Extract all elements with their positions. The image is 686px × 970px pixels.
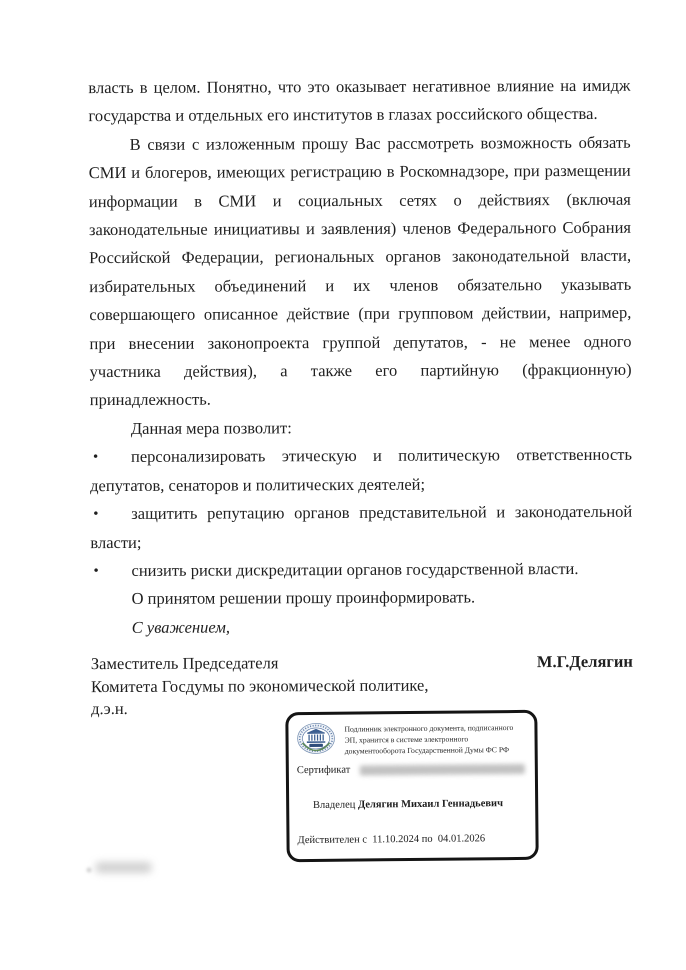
footer-redacted-dot: [87, 868, 91, 872]
bullet-item: [90, 441, 632, 500]
bullet-text: персонализировать этическую и политическую ответственность депутатов, сенаторов и политических деятелей;: [90, 445, 633, 495]
signer-position-line2: Комитета Госдумы по экономической политике,: [90, 675, 429, 696]
bullet-item: [90, 555, 632, 586]
signer-position-line1: Заместитель Председателя: [90, 653, 279, 674]
paragraph-request: В связи с изложенным прошу Вас рассмотреть возможность обязать СМИ и блогеров, имеющих регистрацию в Роскомнадзоре, при размещении информации в СМИ и социальных сетях о действиях (включая законодательные инициативы и заявления) членов Федерального Собрания Российской Федерации, региональных органов законодательной власти, избирательных объединений и их членов обязательно указывать совершающего описанное действие (при групповом действии, например, при внесении законопроекта группой депутатов, - не менее одного участника действия), а также его партийную (фракционную) принадлежность.: [88, 132, 632, 410]
validity-row: Действителен с 11.10.2024 по 04.01.2026: [297, 833, 486, 847]
stamp-top-row: [296, 720, 524, 757]
footer-redacted-mark: [95, 862, 152, 873]
certificate-number-redacted: [360, 764, 525, 776]
owner-label: Владелец: [312, 799, 356, 811]
closing-salutation: С уважением,: [131, 617, 230, 637]
paragraph-lead-in: Данная мера позволит:: [130, 418, 292, 438]
signer-position-line3: д.э.н.: [91, 699, 128, 719]
bullet-icon: •: [93, 562, 99, 580]
bullet-item: [90, 498, 632, 557]
owner-name: Делягин Михаил Геннадьевич: [357, 798, 504, 811]
bullet-text: защитить репутацию органов представительной и законодательной власти;: [90, 501, 633, 552]
stamp-header-text: Подлинник электронного документа, подписанного ЭП, хранится в системе электронного документооборота Государственной Думы ФС РФ: [344, 723, 514, 756]
digital-signature-stamp: [285, 710, 538, 862]
signature-block: [91, 651, 633, 721]
paragraph-continuation: власть в целом. Понятно, что это оказывает негативное влияние на имидж государства и отдельных его институтов в глазах российского общества.: [88, 75, 631, 126]
signer-name: М.Г.Делягин: [536, 651, 633, 672]
bullet-icon: •: [93, 506, 99, 523]
bullet-icon: •: [92, 449, 99, 466]
state-duma-emblem-icon: [296, 722, 335, 755]
bullet-text: снизить риски дискредитации органов государственной власти.: [131, 558, 579, 580]
certificate-row: [297, 760, 525, 780]
certificate-label: Сертификат: [296, 764, 351, 777]
paragraph-inform: О принятом решении прошу проинформировать.: [131, 587, 476, 609]
owner-row: [297, 777, 525, 832]
